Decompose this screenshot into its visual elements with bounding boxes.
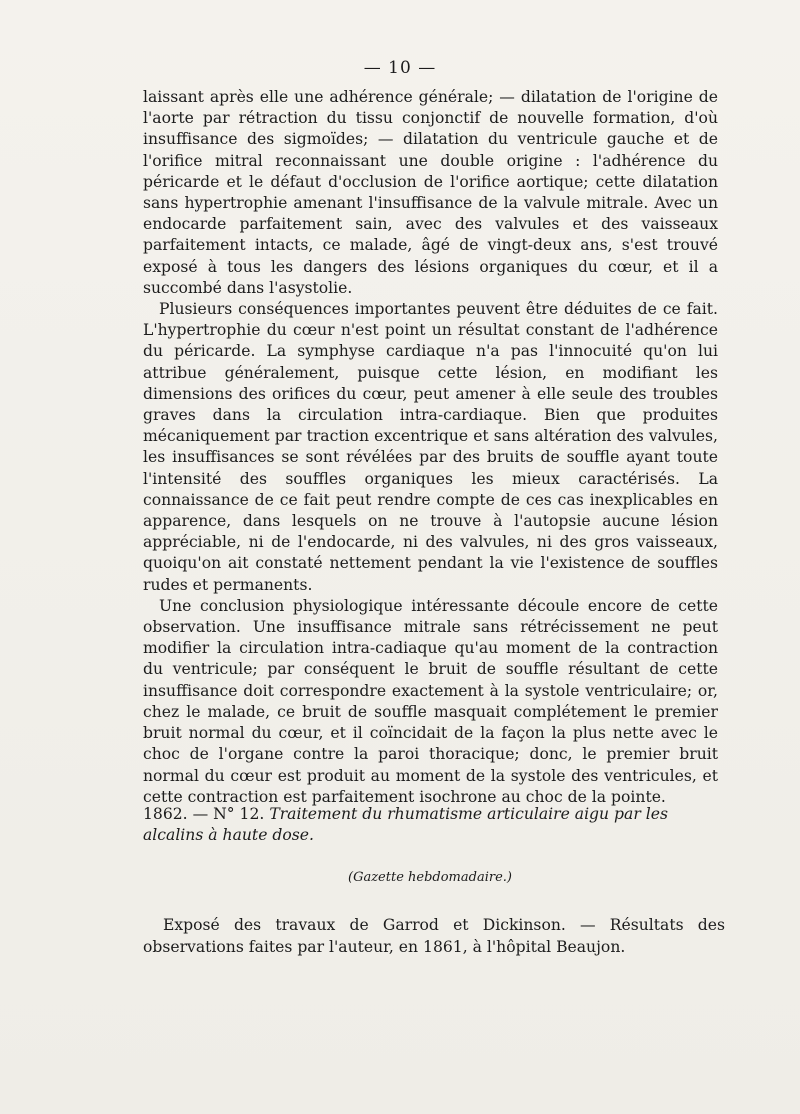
bibliography-entry <box>143 804 725 846</box>
entry-title: Traitement du rhumatisme articulaire aigu par les alcalins à haute dose. <box>143 805 668 844</box>
main-text <box>143 87 718 808</box>
entry-number: 1862. — N° 12. <box>143 805 265 823</box>
paragraph-conclusion: Une conclusion physiologique intéressante découle encore de cette observation. Une insuffisance mitrale sans rétrécissement ne peut modifier la circulation intra-cadiaque qu'au moment de la contraction du ventricule; par conséquent le bruit de souffle résultant de cette insuffisance doit correspondre exactement à la systole ventriculaire; or, chez le malade, ce bruit de souffle masquait complétement le premier bruit normal du cœur, et il coïncidait de la façon la plus nette avec le choc de l'organe contre la paroi thoracique; donc, le premier bruit normal du cœur est produit au moment de la systole des ventricules, et cette contraction est parfaitement isochrone au choc de la pointe. <box>143 596 718 806</box>
page-number: — 10 — <box>363 58 437 78</box>
entry-summary: Exposé des travaux de Garrod et Dickinson. — Résultats des observations faites par l'auteur, en 1861, à l'hôpital Beaujon. <box>143 916 725 956</box>
entry-source: (Gazette hebdomadaire.) <box>348 870 512 885</box>
paragraph-continuation: laissant après elle une adhérence générale; — dilatation de l'origine de l'aorte par rétraction du tissu conjonctif de nouvelle formation, d'où insuffisance des sigmoïdes; — dilatation du ventricule gauche et de l'orifice mitral reconnaissant une double origine : l'adhérence du péricarde et le défaut d'occlusion de l'orifice aortique; cette dilatation sans hypertrophie amenant l'insuffisance de la valvule mitrale. Avec un endocarde parfaitement sain, avec des valvules et des vaisseaux parfaitement intacts, ce malade, âgé de vingt-deux ans, s'est trouvé exposé à tous les dangers des lésions organiques du cœur, et il a succombé dans l'asystolie. <box>143 88 718 297</box>
paragraph-consequences: Plusieurs conséquences importantes peuvent être déduites de ce fait. L'hypertrophie du cœur n'est point un résultat constant de l'adhérence du péricarde. La symphyse cardiaque n'a pas l'innocuité qu'on lui attribue généralement, puisque cette lésion, en modifiant les dimensions des orifices du cœur, peut amener à elle seule des troubles graves dans la circulation intra-cardiaque. Bien que produites mécaniquement par traction excentrique et sans altération des valvules, les insuffisances se sont révélées par des bruits de souffle ayant toute l'intensité des souffles organiques les mieux caractérisés. La connaissance de ce fait peut rendre compte de ces cas inexplicables en apparence, dans lesquels on ne trouve à l'autopsie aucune lésion appréciable, ni de l'endocarde, ni des valvules, ni des gros vaisseaux, quoiqu'on ait constaté nettement pendant la vie l'existence de souffles rudes et permanents. <box>143 300 718 594</box>
entry-summary-block <box>143 914 725 958</box>
